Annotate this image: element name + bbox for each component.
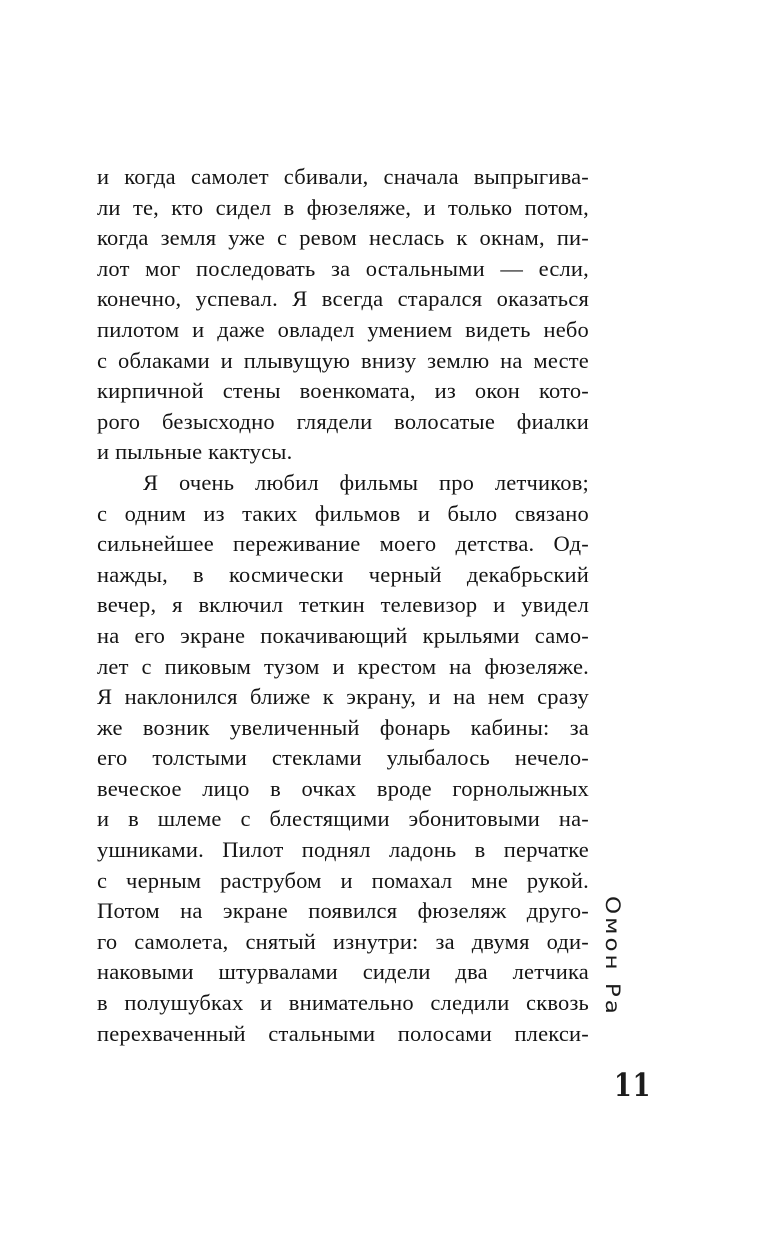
text-line: когда земля уже с ревом неслась к окнам, пи- <box>97 225 589 251</box>
text-line: же возник увеличенный фонарь кабины: за <box>97 714 589 740</box>
text-line: с одним из таких фильмов и было связано <box>97 500 589 526</box>
text-line: в полушубках и внимательно следили сквозь <box>97 990 589 1016</box>
paragraph-2 <box>97 468 589 1049</box>
text-line: конечно, успевал. Я всегда старался оказаться <box>97 286 589 312</box>
text-line: с черным раструбом и помахал мне рукой. <box>97 867 589 893</box>
text-line: Я очень любил фильмы про летчиков; <box>143 469 589 495</box>
page-number: 11 <box>614 1066 652 1104</box>
text-line: нажды, в космически черный декабрьский <box>97 561 589 587</box>
text-line: Я наклонился ближе к экрану, и на нем сразу <box>97 684 589 710</box>
running-title: Омон Ра <box>601 896 624 1017</box>
text-line: его толстыми стеклами улыбалось нечело- <box>97 745 589 771</box>
paragraph-1 <box>97 162 589 468</box>
text-line: го самолета, снятый изнутри: за двумя оди- <box>97 928 589 954</box>
text-line: перехваченный стальными полосами плекси- <box>97 1020 589 1046</box>
text-line: вечер, я включил теткин телевизор и увидел <box>97 592 589 618</box>
text-line: веческое лицо в очках вроде горнолыжных <box>97 775 589 801</box>
text-line: и когда самолет сбивали, сначала выпрыгива- <box>97 164 589 189</box>
text-line: на его экране покачивающий крыльями само- <box>97 622 589 648</box>
text-line: пилотом и даже овладел умением видеть небо <box>97 316 589 342</box>
text-line: лот мог последовать за остальными — если, <box>97 255 589 281</box>
text-line: наковыми штурвалами сидели два летчика <box>97 959 589 985</box>
text-line: и в шлеме с блестящими эбонитовыми на- <box>97 806 589 832</box>
text-line: ушниками. Пилот поднял ладонь в перчатке <box>97 837 589 863</box>
text-line: Потом на экране появился фюзеляж друго- <box>97 898 589 924</box>
text-line: лет с пиковым тузом и крестом на фюзеляже. <box>97 653 589 679</box>
text-line: и пыльные кактусы. <box>97 439 293 465</box>
text-line: с облаками и плывущую внизу землю на месте <box>97 347 589 373</box>
body-text <box>97 162 589 1049</box>
text-line: рого безысходно глядели волосатые фиалки <box>97 408 589 434</box>
text-line: кирпичной стены военкомата, из окон кото- <box>97 378 589 404</box>
text-line: ли те, кто сидел в фюзеляже, и только потом, <box>97 194 589 220</box>
text-line: сильнейшее переживание моего детства. Од- <box>97 531 589 557</box>
